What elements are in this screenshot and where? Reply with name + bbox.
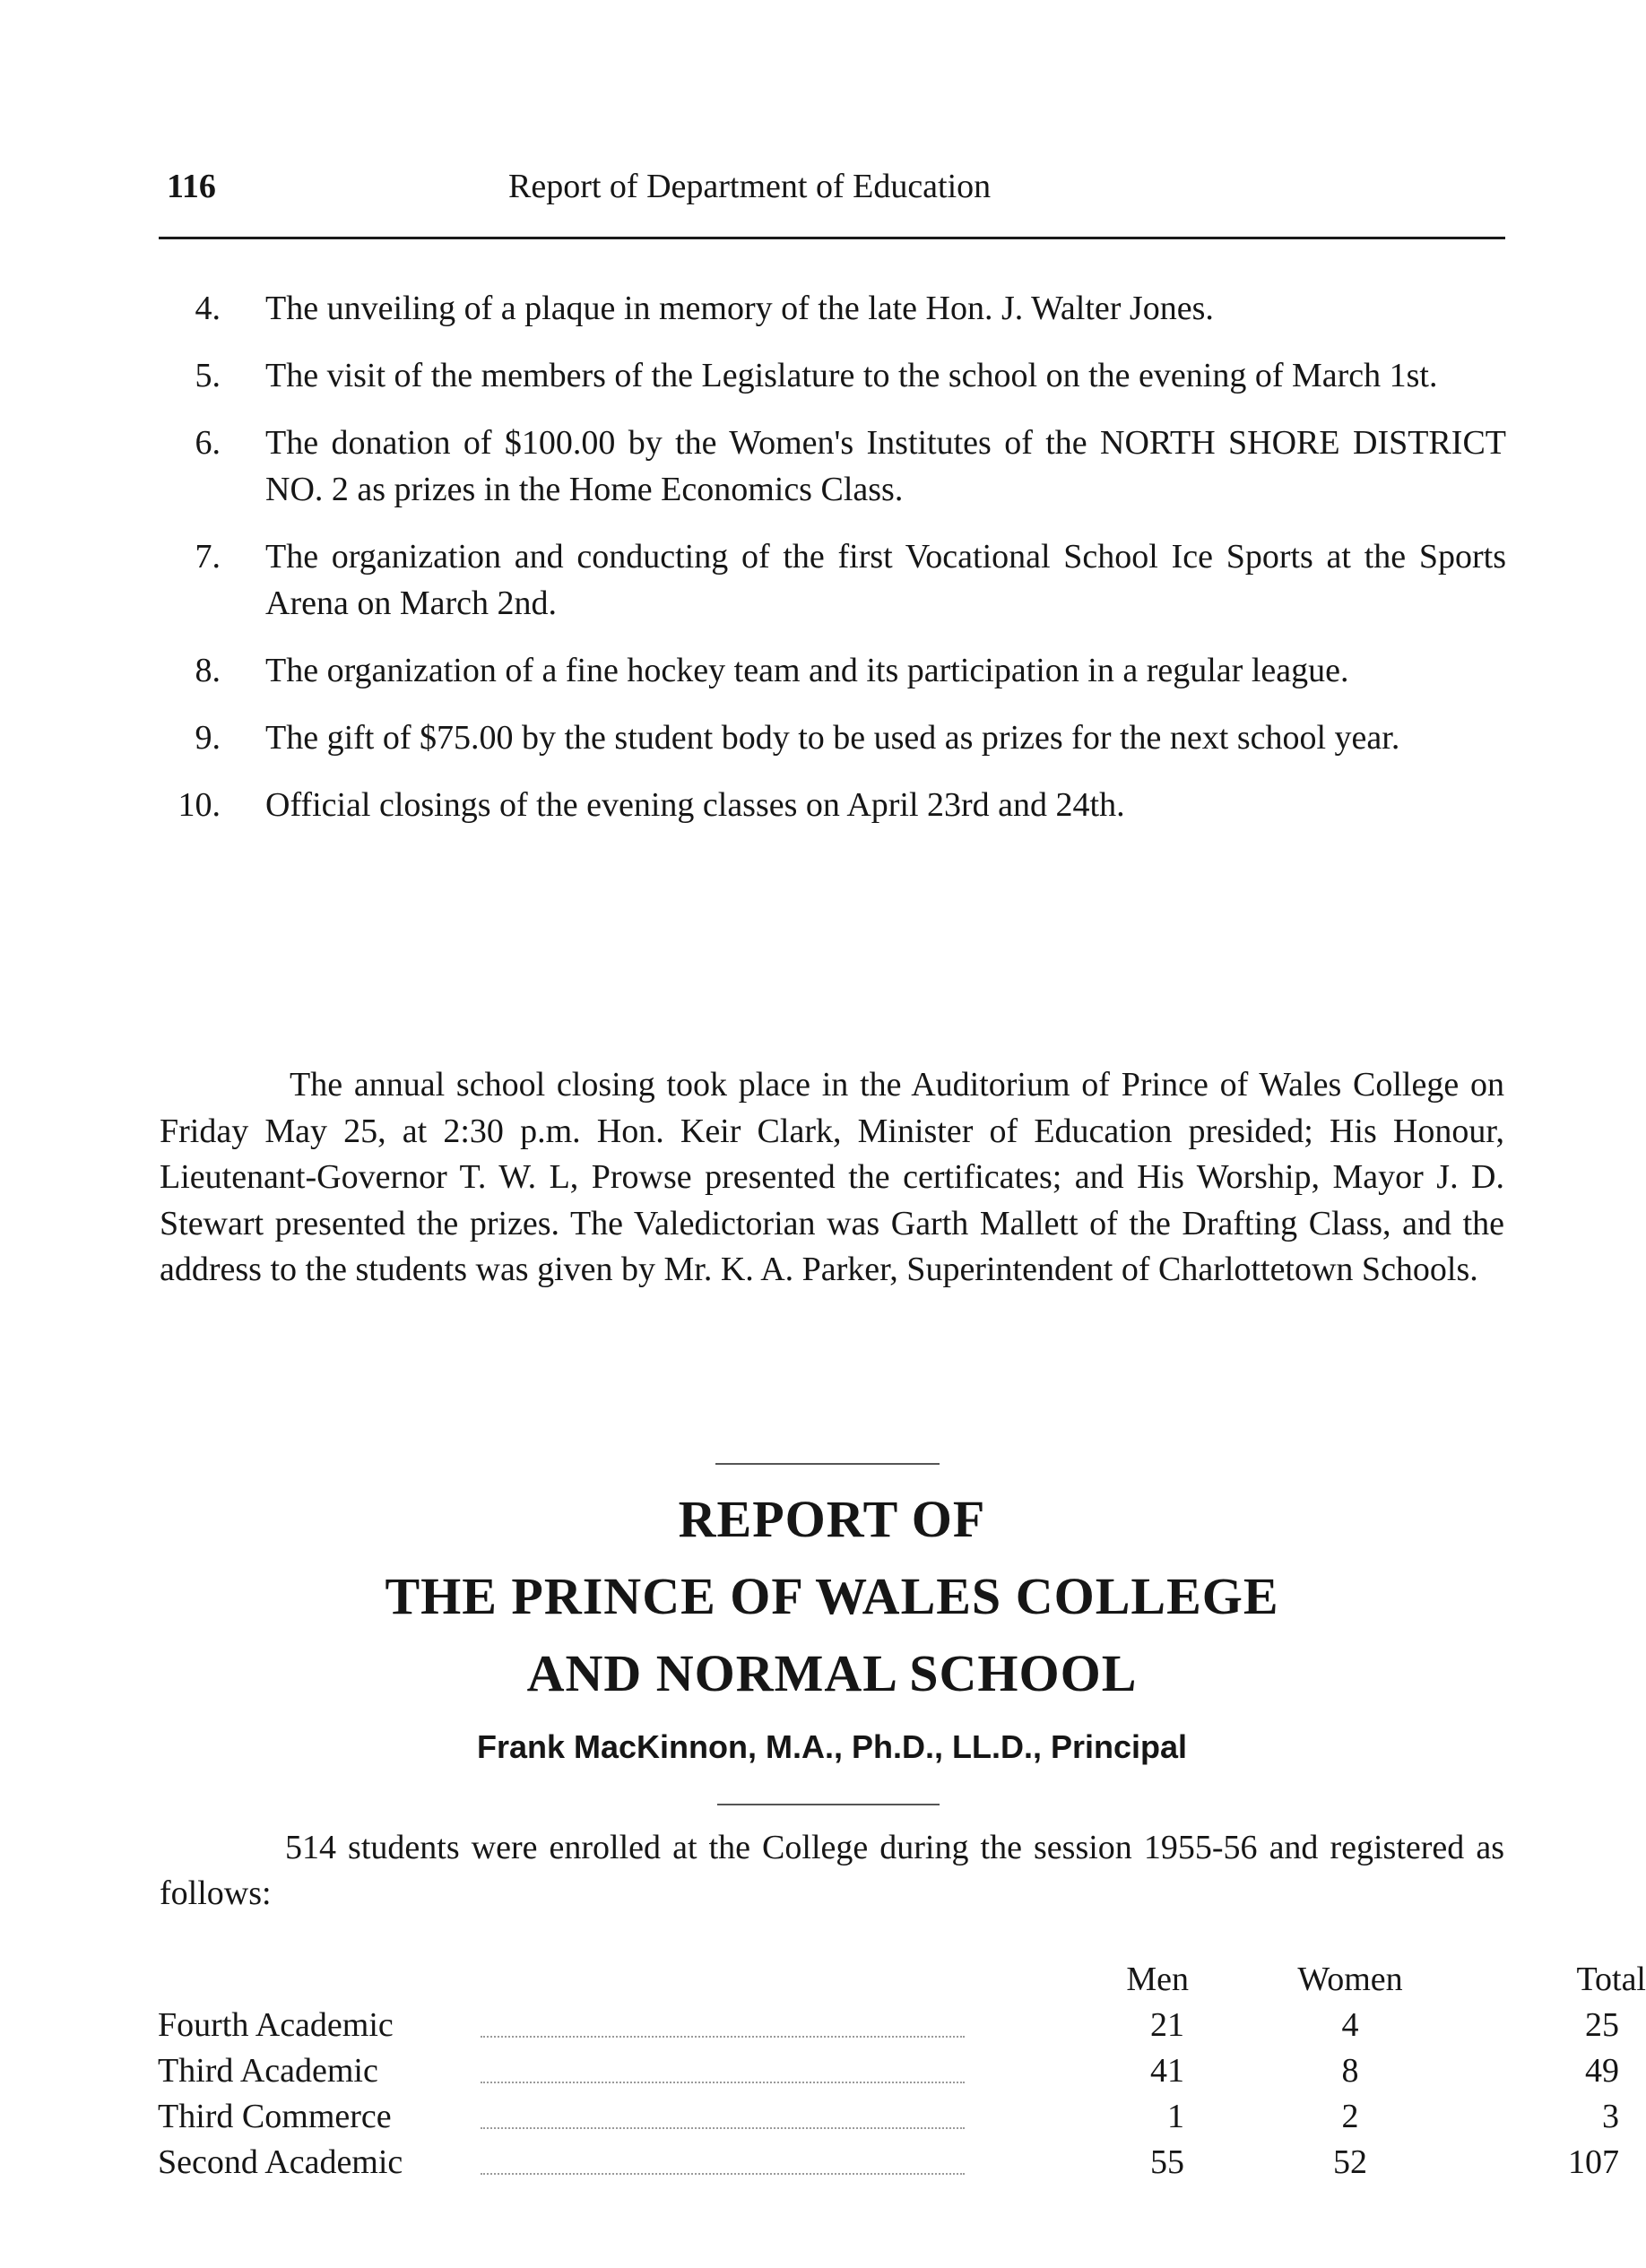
total-count: 49 [1585,2052,1619,2090]
list-item [161,285,1506,332]
row-label: Second Academic [158,2143,403,2181]
women-count: 8 [1341,2052,1359,2090]
running-title: Report of Department of Education [508,168,992,205]
total-count: 107 [1568,2143,1619,2181]
list-item-text: The visit of the members of the Legislature to the school on the evening of March 1st. [265,357,1438,394]
men-count: 41 [1150,2052,1184,2090]
list-item-number: 4. [195,290,221,327]
list-item-text: The donation of $100.00 by the Women's Institutes of the NORTH SHORE DISTRICT NO. 2 as prizes in the Home Economics Class. [265,424,1506,508]
dot-leader [481,2127,965,2129]
list-item-number: 9. [195,719,221,757]
list-item [161,647,1506,694]
report-heading [160,1481,1504,1770]
list-item [161,420,1506,513]
registration-table [158,1960,1646,2188]
report-heading-line-1: REPORT OF [678,1490,986,1548]
list-item-number: 5. [195,357,221,394]
women-count: 52 [1333,2143,1367,2181]
page-number: 116 [167,168,216,205]
section-divider [715,1463,940,1465]
column-header-total: Total [1576,1961,1646,1998]
men-count: 1 [1167,2098,1184,2135]
column-header-men: Men [1126,1961,1189,1998]
list-item [161,782,1506,828]
total-count: 3 [1602,2098,1619,2135]
men-count: 21 [1150,2006,1184,2044]
enrollment-paragraph: 514 students were enrolled at the College during the session 1955-56 and registered as follows: [160,1829,1504,1912]
dot-leader [481,2173,965,2175]
list-item-text: The organization and conducting of the first Vocational School Ice Sports at the Sports Arena on March 2nd. [265,538,1506,622]
list-item-number: 6. [195,424,221,462]
women-count: 2 [1341,2098,1359,2135]
table-row [158,2051,1619,2097]
list-item [161,533,1506,627]
list-item [161,352,1506,399]
closing-paragraph: The annual school closing took place in the Auditorium of Prince of Wales College on Friday May 25, at 2:30 p.m. Hon. Keir Clark, Minister of Education presided; His Honour, Lieutenant-Governor T. W. L, Prowse presented the certificates; and His Worship, Mayor J. D. Stewart presented the prizes. The Valedictorian was Garth Mallett of the Drafting Class, and the address to the students was given by Mr. K. A. Parker, Superintendent of Charlottetown Schools. [160,1066,1504,1288]
list-item [161,714,1506,761]
column-header-women: Women [1297,1961,1403,1998]
numbered-list [161,285,1506,849]
list-item-text: The organization of a fine hockey team and its participation in a regular league. [265,652,1349,689]
men-count: 55 [1150,2143,1184,2181]
report-heading-line-3: AND NORMAL SCHOOL [526,1644,1138,1702]
dot-leader [481,2082,965,2083]
women-count: 4 [1341,2006,1359,2044]
report-heading-line-2: THE PRINCE OF WALES COLLEGE [385,1567,1279,1625]
list-item-number: 7. [195,538,221,576]
list-item-text: The gift of $75.00 by the student body to be used as prizes for the next school year. [265,719,1400,757]
list-item-text: The unveiling of a plaque in memory of the late Hon. J. Walter Jones. [265,290,1214,327]
list-item-text: Official closings of the evening classes on April 23rd and 24th. [265,786,1125,824]
table-row [158,2142,1619,2188]
table-row [158,2005,1619,2051]
principal-byline: Frank MacKinnon, M.A., Ph.D., LL.D., Principal [476,1728,1188,1765]
dot-leader [481,2036,965,2038]
section-divider [717,1804,940,1805]
header-rule [159,237,1505,239]
table-header-row [158,1960,1646,2005]
row-label: Third Academic [158,2052,378,2090]
table-row [158,2097,1619,2142]
list-item-number: 10. [178,786,221,824]
row-label: Fourth Academic [158,2006,394,2044]
row-label: Third Commerce [158,2098,392,2135]
list-item-number: 8. [195,652,221,689]
total-count: 25 [1585,2006,1619,2044]
